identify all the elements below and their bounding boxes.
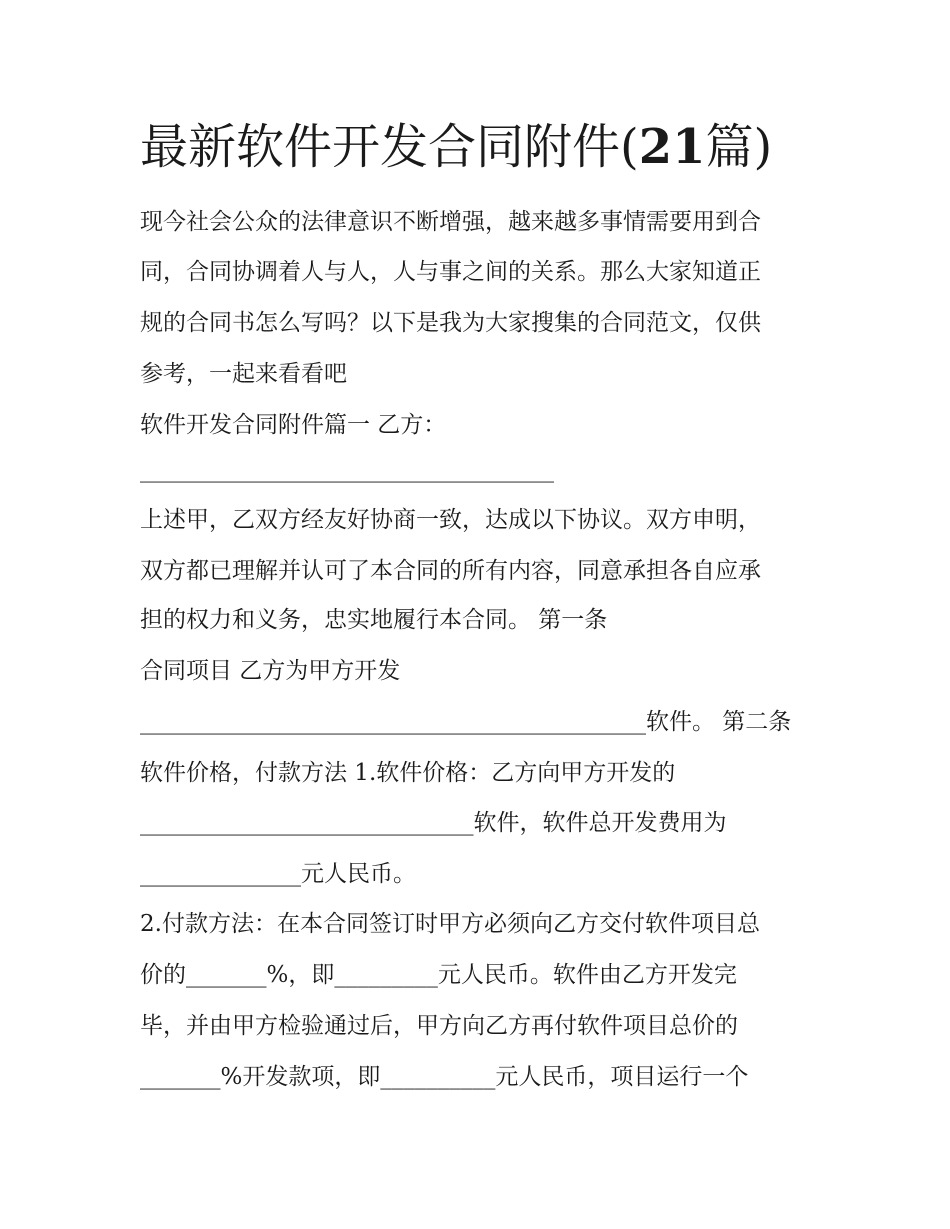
title-suffix: 篇) bbox=[705, 119, 773, 175]
document-title bbox=[140, 115, 772, 179]
title-number: 21 bbox=[638, 119, 706, 175]
blank-line: ____________________________________ bbox=[140, 457, 554, 483]
body-line: ____________________________________________软件。 第二条 bbox=[140, 709, 792, 735]
body-line: 参考，一起来看看吧 bbox=[140, 361, 347, 387]
body-line: _______%开发款项，即__________元人民币，项目运行一个 bbox=[140, 1064, 749, 1090]
body-line: 合同项目 乙方为甲方开发 bbox=[140, 658, 401, 684]
title-prefix: 最新软件开发合同附件( bbox=[140, 119, 639, 175]
body-line: 规的合同书怎么写吗？以下是我为大家搜集的合同范文，仅供 bbox=[140, 310, 761, 336]
body-line: 双方都已理解并认可了本合同的所有内容，同意承担各自应承 bbox=[140, 558, 761, 584]
body-line: 价的_______%，即_________元人民币。软件由乙方开发完 bbox=[140, 962, 737, 988]
body-line: 同，合同协调着人与人，人与事之间的关系。那么大家知道正 bbox=[140, 259, 761, 285]
body-line: 2.付款方法：在本合同签订时甲方必须向乙方交付软件项目总 bbox=[140, 911, 760, 937]
body-line: ______________元人民币。 bbox=[140, 861, 416, 887]
body-line: 软件价格，付款方法 1.软件价格：乙方向甲方开发的 bbox=[140, 760, 676, 786]
body-line: _____________________________软件，软件总开发费用为 bbox=[140, 810, 727, 836]
body-line: 毕，并由甲方检验通过后，甲方向乙方再付软件项目总价的 bbox=[140, 1013, 738, 1039]
body-line: 现今社会公众的法律意识不断增强，越来越多事情需要用到合 bbox=[140, 209, 761, 235]
body-line: 担的权力和义务，忠实地履行本合同。 第一条 bbox=[140, 607, 608, 633]
body-line: 上述甲，乙双方经友好协商一致，达成以下协议。双方申明， bbox=[140, 507, 761, 533]
section-heading: 软件开发合同附件篇一 乙方： bbox=[140, 412, 447, 438]
